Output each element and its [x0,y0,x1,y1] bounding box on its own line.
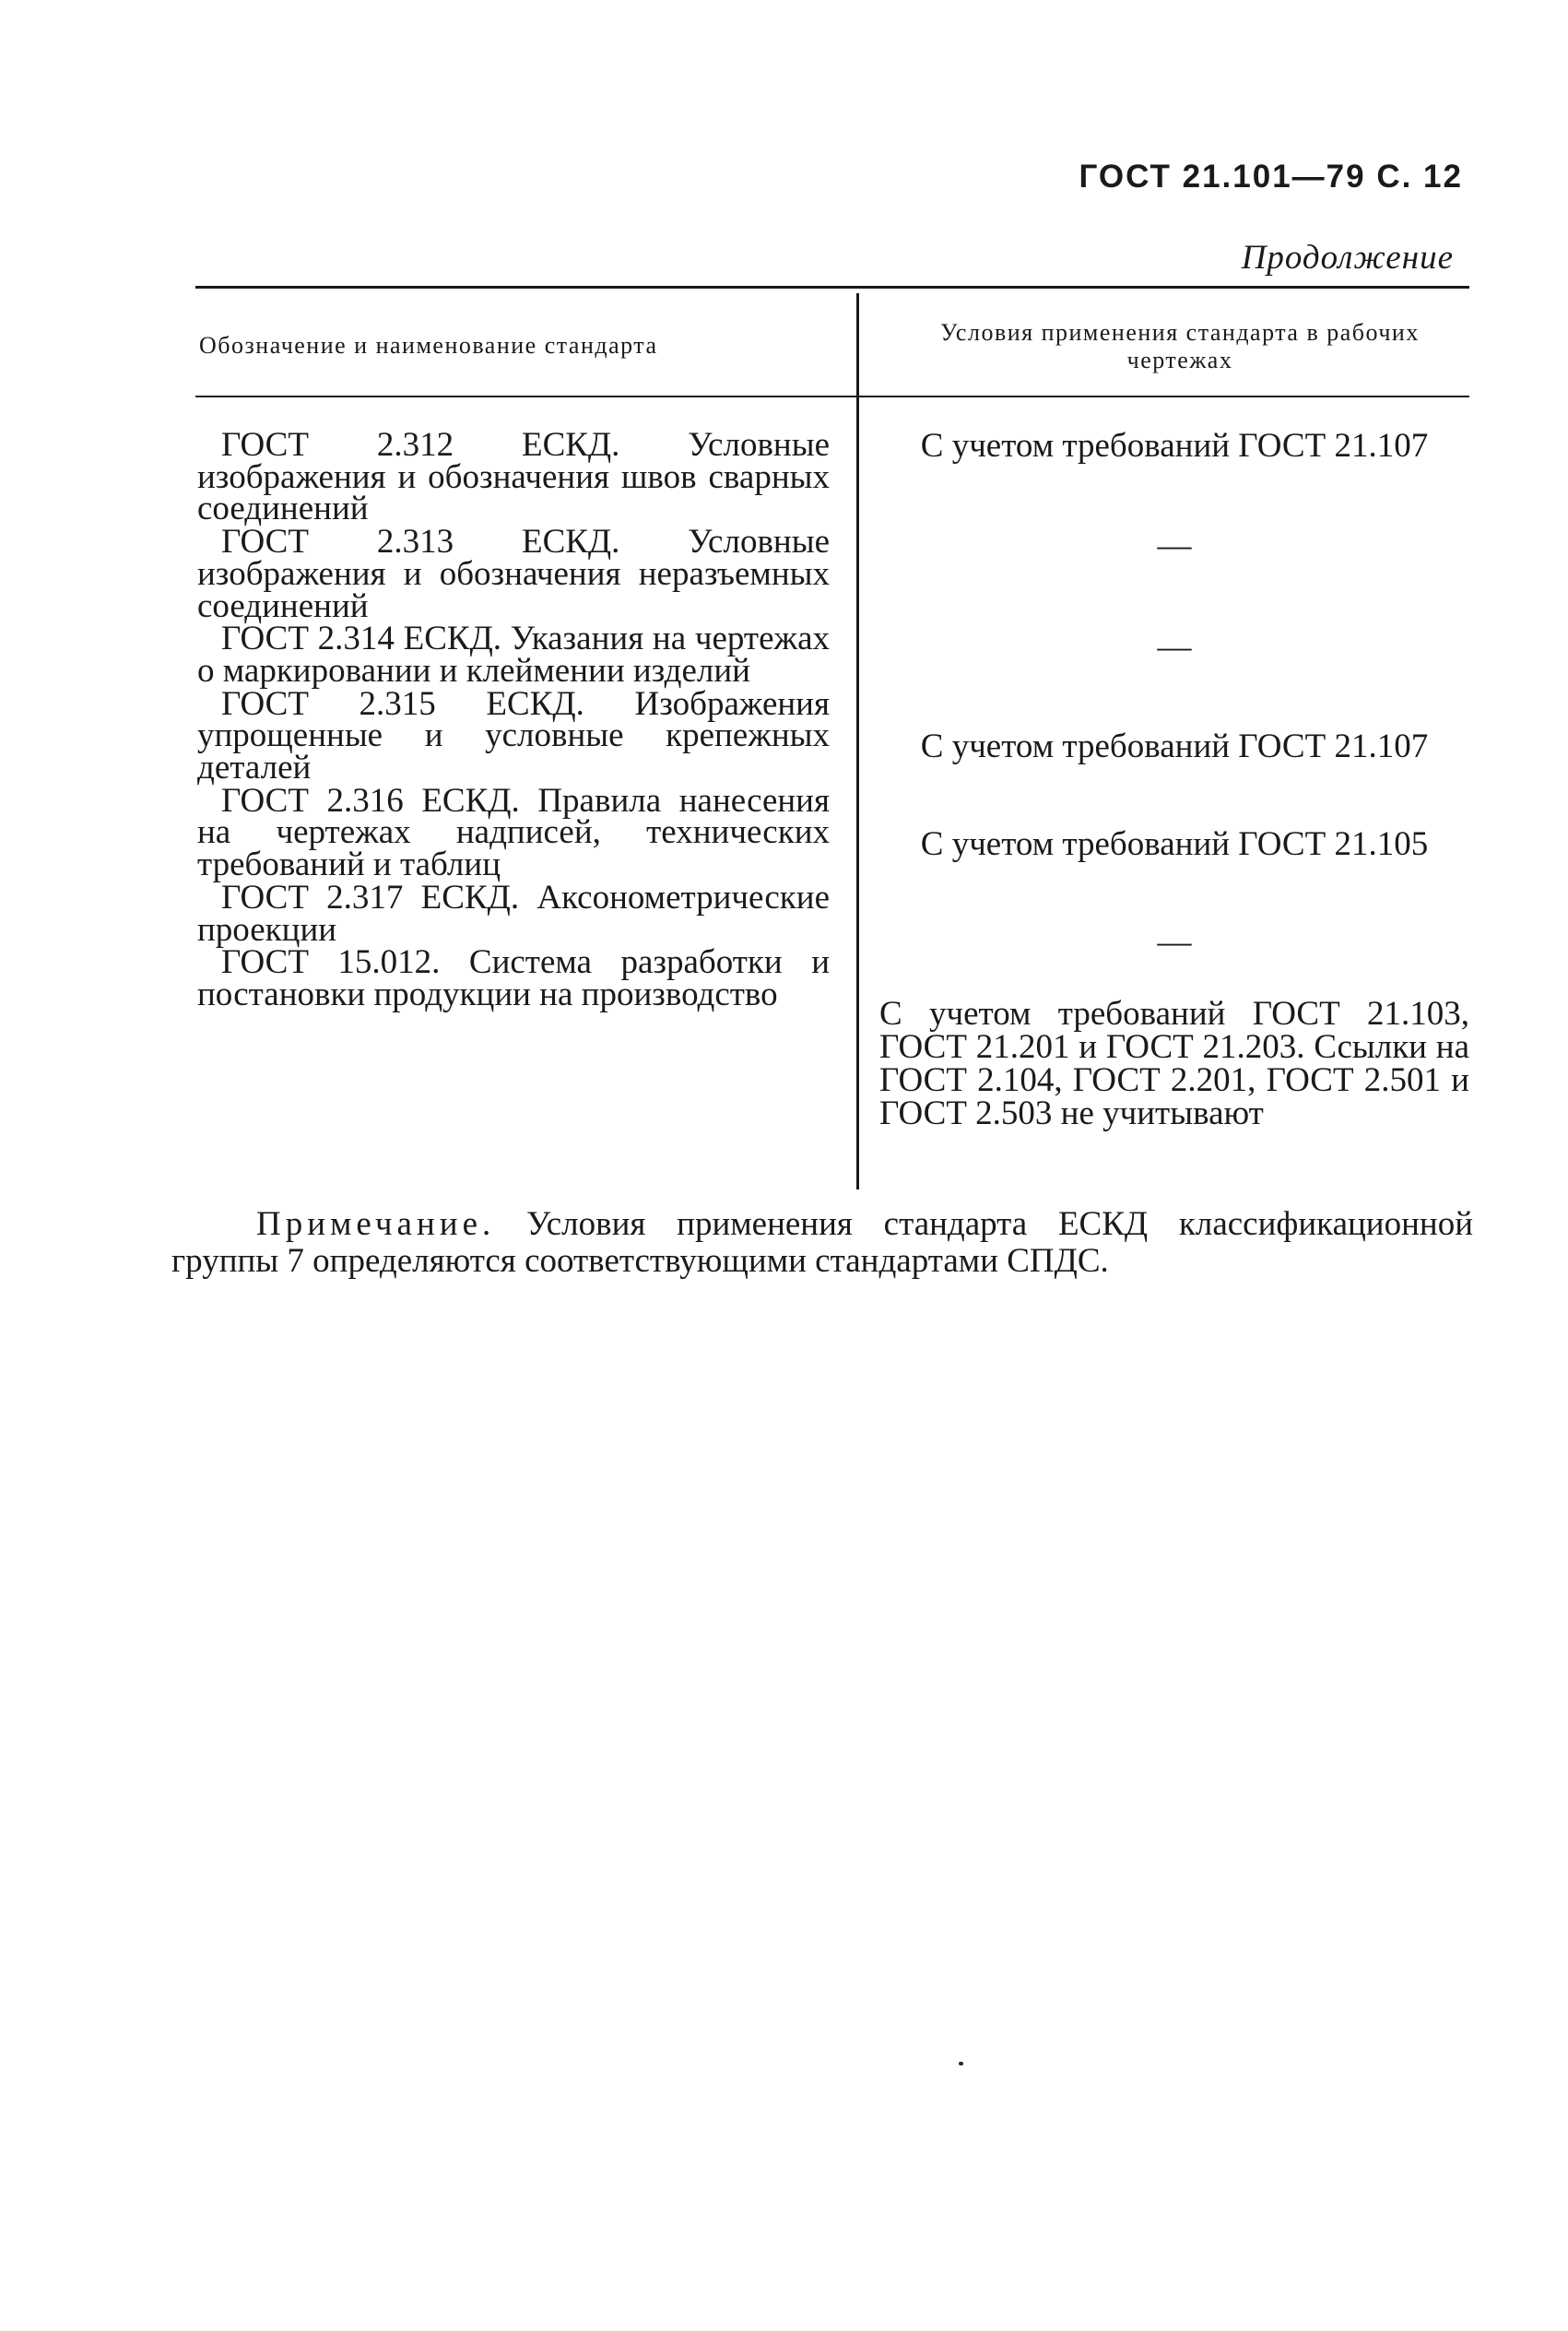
page-header: ГОСТ 21.101—79 С. 12 [1079,159,1463,195]
column-header-standard: Обозначение и наименование стандарта [199,332,658,359]
standard-entry: ГОСТ 15.012. Система разработки и постановки продукции на производство [197,943,830,1013]
table-top-rule [195,286,1469,289]
standards-list [197,426,830,1013]
note-text: Условия применения стандарта ЕСКД классификационной группы 7 определяются соответствующими стандартами СПДС. [171,1205,1473,1280]
standard-entry: ГОСТ 2.316 ЕСКД. Правила нанесения на чертежах надписей, технических требований и таблиц [197,781,830,884]
note-paragraph [171,1206,1473,1280]
standard-entry: ГОСТ 2.314 ЕСКД. Указания на чертежах о маркировании и клеймении изделий [197,620,830,690]
table-header-rule [195,396,1469,397]
scan-dot [959,2062,963,2065]
continuation-label: Продолжение [1241,239,1454,277]
note-label: Примечание. [256,1205,496,1243]
condition-cell: С учетом требований ГОСТ 21.103, ГОСТ 21.201 и ГОСТ 21.203. Ссылки на ГОСТ 2.104, ГОСТ 2.201, ГОСТ 2.501 и ГОСТ 2.503 не учитывают [879,995,1469,1132]
condition-cell: С учетом требований ГОСТ 21.105 [920,825,1429,863]
condition-cell: — [1157,527,1192,564]
standard-entry: ГОСТ 2.313 ЕСКД. Условные изображения и обозначения неразъемных соединений [197,523,830,625]
condition-cell: С учетом требований ГОСТ 21.107 [920,728,1429,765]
standard-entry: ГОСТ 2.317 ЕСКД. Аксонометрические проекции [197,878,830,949]
condition-cell: — [1157,628,1192,666]
column-divider [856,293,859,1189]
column-header-condition: Условия применения стандарта в рабочих чертежах [940,319,1420,373]
condition-cell: — [1157,923,1192,961]
standard-entry: ГОСТ 2.315 ЕСКД. Изображения упрощенные и условные крепежных деталей [197,684,830,787]
standard-entry: ГОСТ 2.312 ЕСКД. Условные изображения и обозначения швов сварных соединений [197,426,830,528]
condition-cell: С учетом требований ГОСТ 21.107 [920,427,1429,465]
